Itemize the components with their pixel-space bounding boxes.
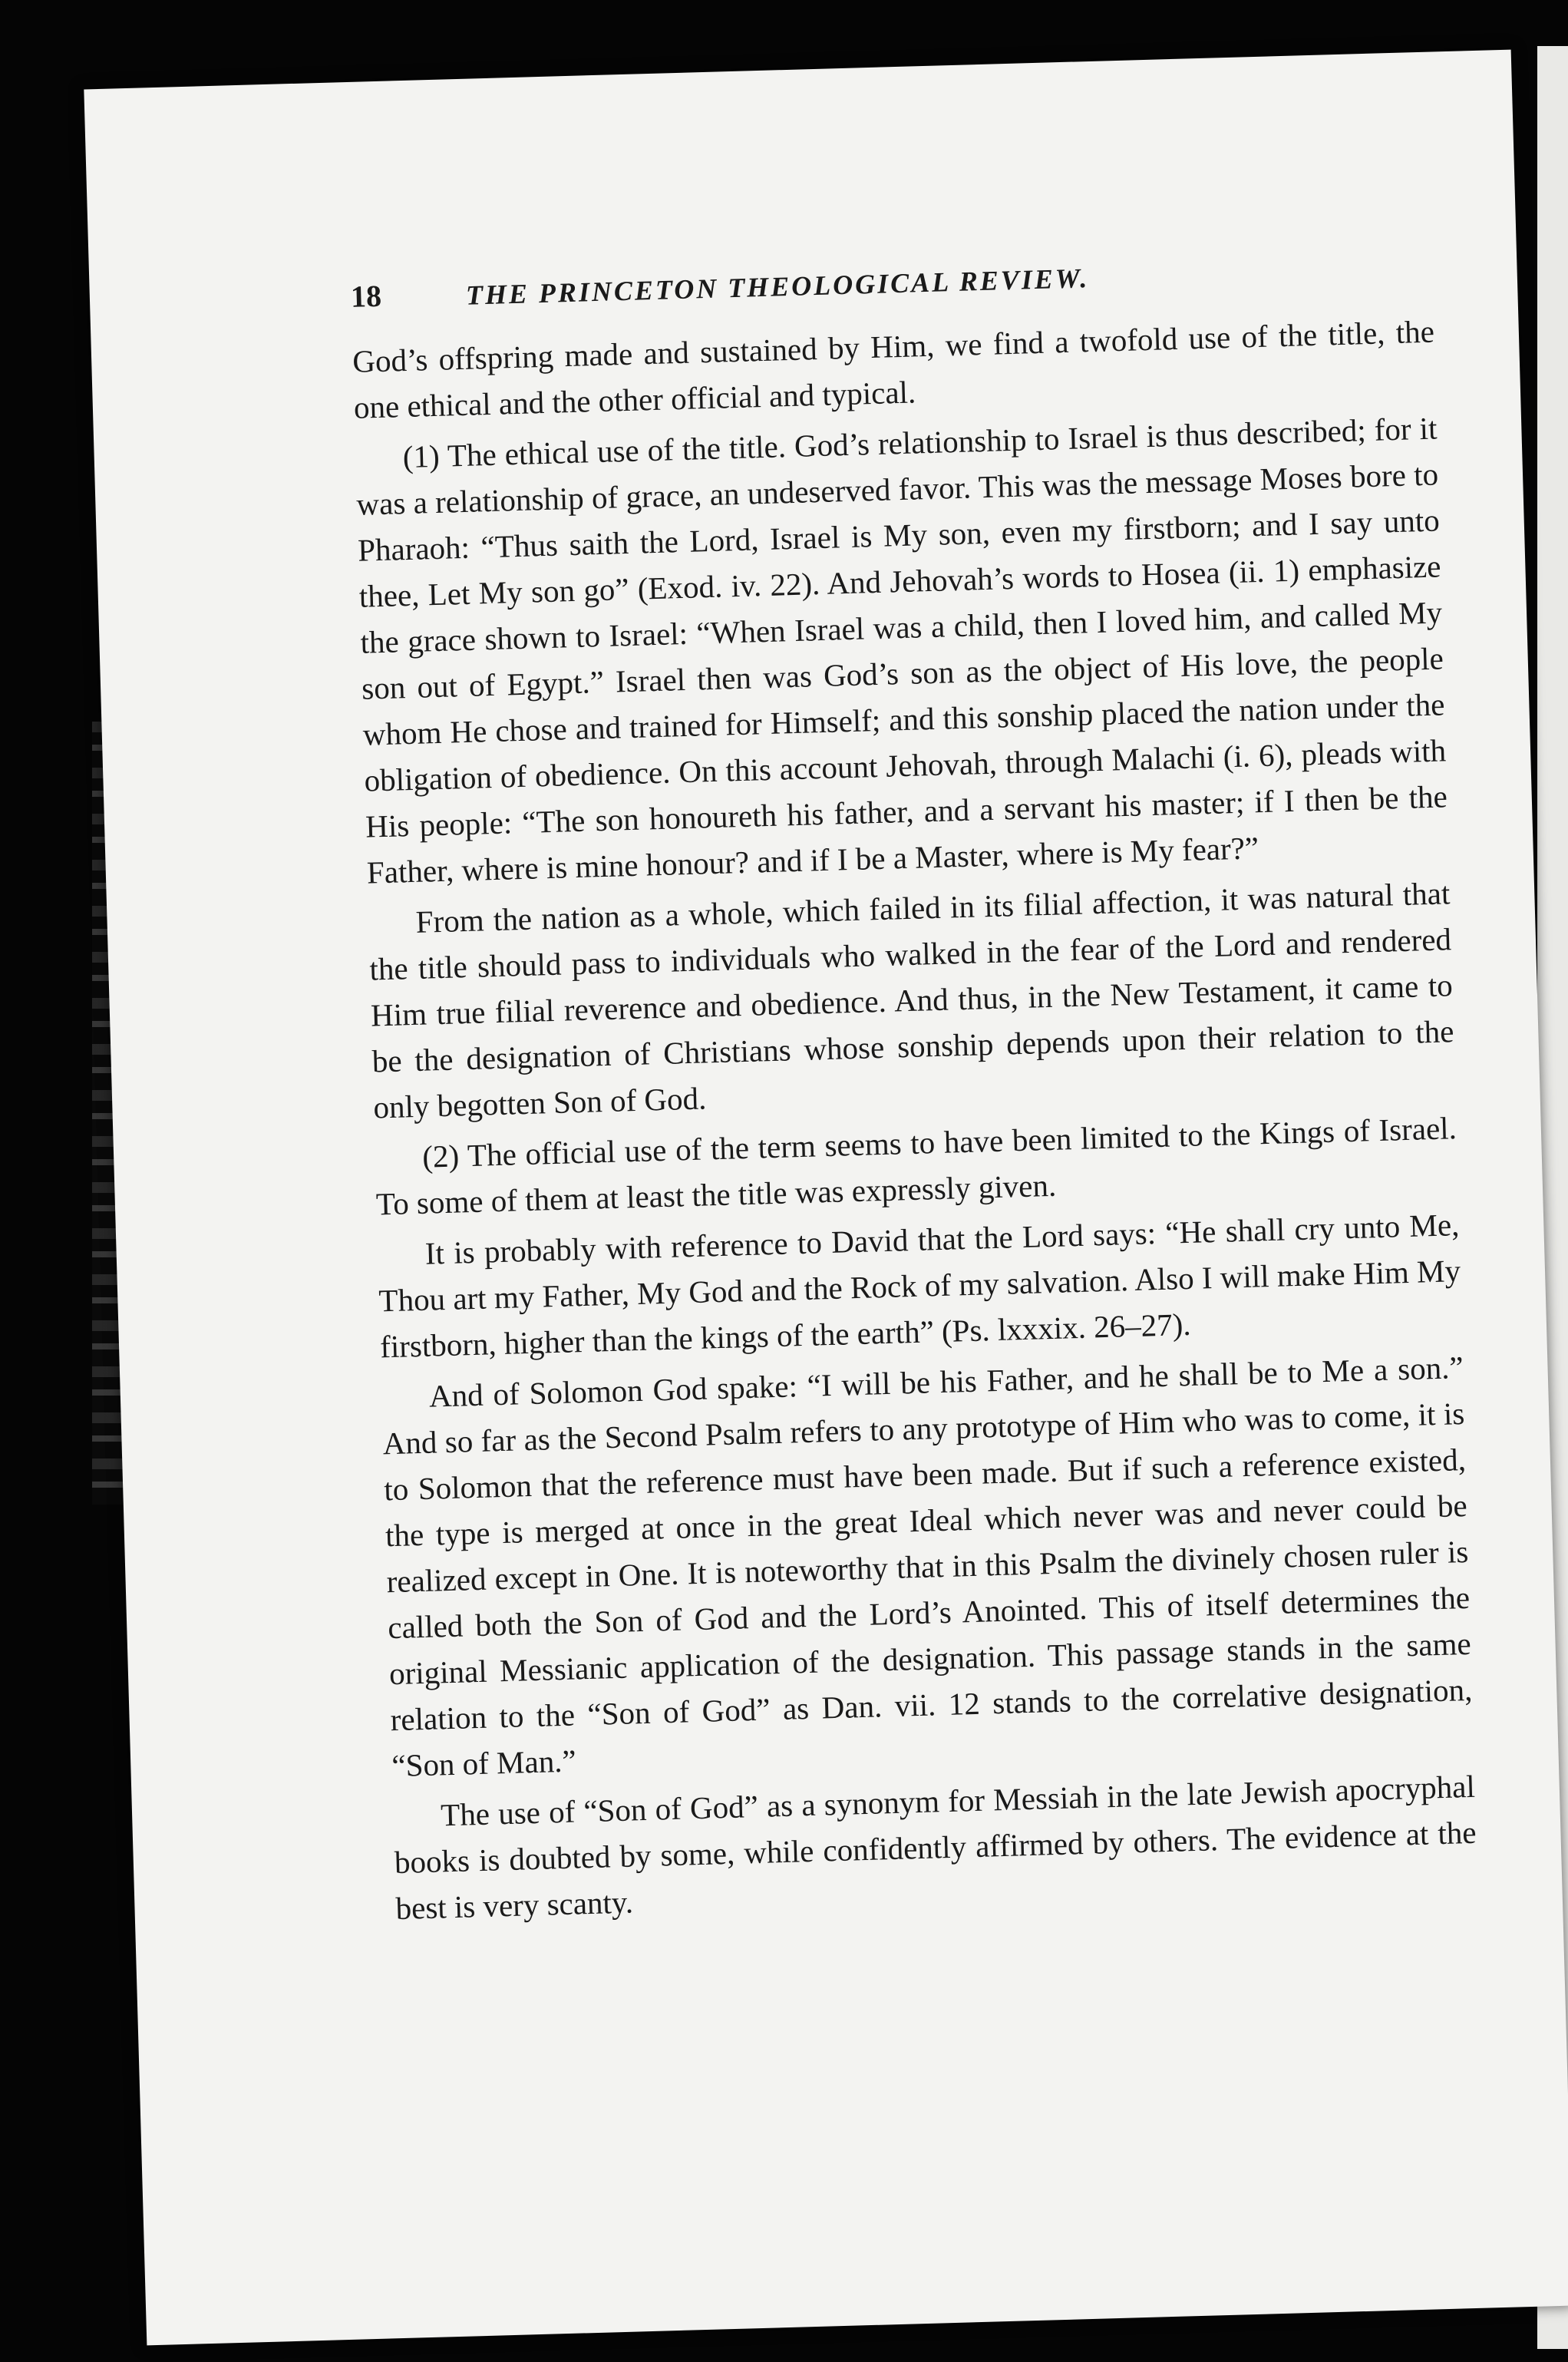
book-page	[84, 50, 1568, 2346]
page-text-block	[350, 244, 1478, 1937]
paragraph: And of Solomon God spake: “I will be his Father, and he shall be to Me a son.” And so far as the Second Psalm refers to any prototype of Him who was to come, it is to Solomon that the reference must have been made. But if such a reference existed, the type is merged at once in the great Ideal which never was and never could be realized except in One. It is noteworthy that in this Psalm the divinely chosen ruler is called both the Son of God and the Lord’s Anointed. This of itself determines the original Messianic application of the designation. This passage stands in the same relation to the “Son of God” as Dan. vii. 12 stands to the correlative designation, “Son of Man.”	[382, 1349, 1473, 1784]
paragraph: It is probably with reference to David that the Lord says: “He shall cry unto Me, Thou art my Father, My God and the Rock of my salvation. Also I will make Him My firstborn, higher than the kings of the earth” (Ps. lxxxix. 26–27).	[378, 1207, 1461, 1365]
paragraph: From the nation as a whole, which failed in its filial affection, it was natural that the title should pass to individuals who walked in the fear of the Lord and rendered Him true filial reverence and obedience. And thus, in the New Testament, it came to be the designation of Christians whose sonship depends upon their relation to the only begotten Son of God.	[368, 875, 1454, 1125]
page-number: 18	[350, 278, 382, 314]
paragraph: (1) The ethical use of the title. God’s relationship to Israel is thus described; for it was a relationship of grace, an undeserved favor. This was the message Moses bore to Pharaoh: “Thus saith the Lord, Israel is My son, even my firstborn; and I say unto thee, Let My son go” (Exod. iv. 22). And Jehovah’s words to Hosea (ii. 1) emphasize the grace shown to Israel: “When Israel was a child, then I loved him, and called My son out of Egypt.” Israel then was God’s son as the object of His love, the people whom He chose and trained for Himself; and this sonship placed the nation under the obligation of obedience. On this account Jehovah, through Malachi (i. 6), pleads with His people: “The son honoureth his father, and a servant his master; if I then be the Father, where is mine honour? and if I be a Master, where is My fear?”	[355, 410, 1448, 890]
journal-title: THE PRINCETON THEOLOGICAL REVIEW.	[465, 263, 1090, 311]
paragraph: God’s offspring made and sustained by Him, we find a twofold use of the title, the one ethical and the other official and typical.	[352, 313, 1435, 425]
paragraph: The use of “Son of God” as a synonym for Messiah in the late Jewish apocryphal books is doubted by some, while confidently affirmed by others. The evidence at the best is very scanty.	[394, 1768, 1477, 1927]
paragraph: (2) The official use of the term seems to have been limited to the Kings of Israel. To some of them at least the title was expressly given.	[375, 1110, 1457, 1222]
